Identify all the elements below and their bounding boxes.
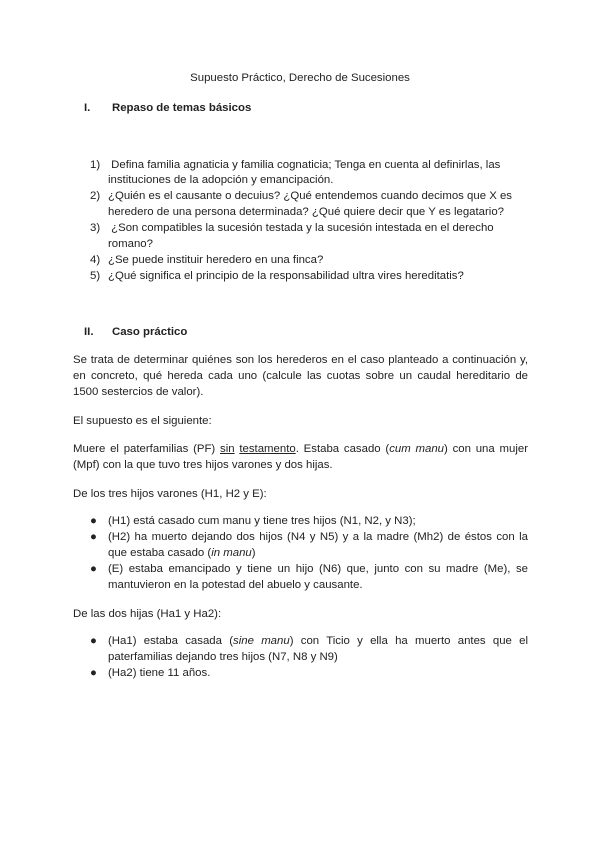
daughter-1-line-1: (Ha1) estaba casada (sine manu) con Ticio y ella ha muerto antes que el [108, 635, 529, 647]
son-2-line-2: que estaba casado (in manu) [108, 547, 256, 559]
cum-manu-italic: cum manu [389, 443, 444, 455]
daughter-1-line-2: paterfamilias dejando tres hijos (N7, N8 y N9) [108, 651, 338, 663]
sons-heading: De los tres hijos varones (H1, H2 y E): [73, 488, 267, 500]
question-4-number: 4) [90, 254, 101, 266]
question-5-line-1: ¿Qué significa el principio de la responsabilidad ultra vires hereditatis? [108, 270, 464, 282]
son-1-text: (H1) está casado cum manu y tiene tres hijos (N1, N2, y N3); [108, 515, 416, 527]
intro-line-1: Se trata de determinar quiénes son los herederos en el caso planteado a continuación y, [73, 354, 528, 366]
section-2-heading: Caso práctico [112, 326, 188, 338]
son-3-line-1: (E) estaba emancipado y tiene un hijo (N6) que, junto con su madre (Me), se [108, 563, 528, 575]
supuesto-label: El supuesto es el siguiente: [73, 415, 212, 427]
question-1-line-1: Defina familia agnaticia y familia cognaticia; Tenga en cuenta al definirlas, las [111, 159, 501, 171]
scenario-line-2: (Mpf) con la que tuvo tres hijos varones y dos hijas. [73, 459, 333, 471]
question-5-number: 5) [90, 270, 101, 282]
testamento-underlined: testamento [239, 443, 296, 455]
bullet-icon: ● [90, 531, 97, 543]
sin-underlined: sin [220, 443, 235, 455]
question-2-number: 2) [90, 190, 101, 202]
bullet-icon: ● [90, 635, 97, 647]
daughter-2-text: (Ha2) tiene 11 años. [108, 667, 211, 679]
son-3-line-2: mantuvieron en la potestad del abuelo y causante. [108, 579, 363, 591]
question-3-line-1: ¿Son compatibles la sucesión testada y la sucesión intestada en el derecho [111, 222, 494, 234]
question-3-line-2: romano? [108, 238, 153, 250]
section-2-number: II. [84, 326, 94, 338]
document-title: Supuesto Práctico, Derecho de Sucesiones [190, 72, 410, 84]
bullet-icon: ● [90, 667, 97, 679]
bullet-icon: ● [90, 515, 97, 527]
section-1-number: I. [84, 102, 91, 114]
question-4-line-1: ¿Se puede instituir heredero en una finca? [108, 254, 324, 266]
intro-line-2: en concreto, qué hereda cada uno (calcule las cuotas sobre un caudal hereditario de [73, 370, 528, 382]
question-3-number: 3) [90, 222, 101, 234]
question-1-line-2: instituciones de la adopción y emancipación. [108, 174, 334, 186]
section-1-heading: Repaso de temas básicos [112, 102, 252, 114]
question-2-line-2: heredero de una persona determinada? ¿Qué quiere decir que Y es legatario? [108, 206, 504, 218]
intro-line-3: 1500 sestercios de valor). [73, 386, 204, 398]
scenario-line-1: Muere el paterfamilias (PF) sin testamento. Estaba casado (cum manu) con una mujer [73, 443, 528, 455]
daughters-heading: De las dos hijas (Ha1 y Ha2): [73, 608, 222, 620]
question-1-number: 1) [90, 159, 101, 171]
bullet-icon: ● [90, 563, 97, 575]
question-2-line-1: ¿Quién es el causante o decuius? ¿Qué entendemos cuando decimos que X es [108, 190, 512, 202]
son-2-line-1: (H2) ha muerto dejando dos hijos (N4 y N5) y a la madre (Mh2) de éstos con la [108, 531, 528, 543]
